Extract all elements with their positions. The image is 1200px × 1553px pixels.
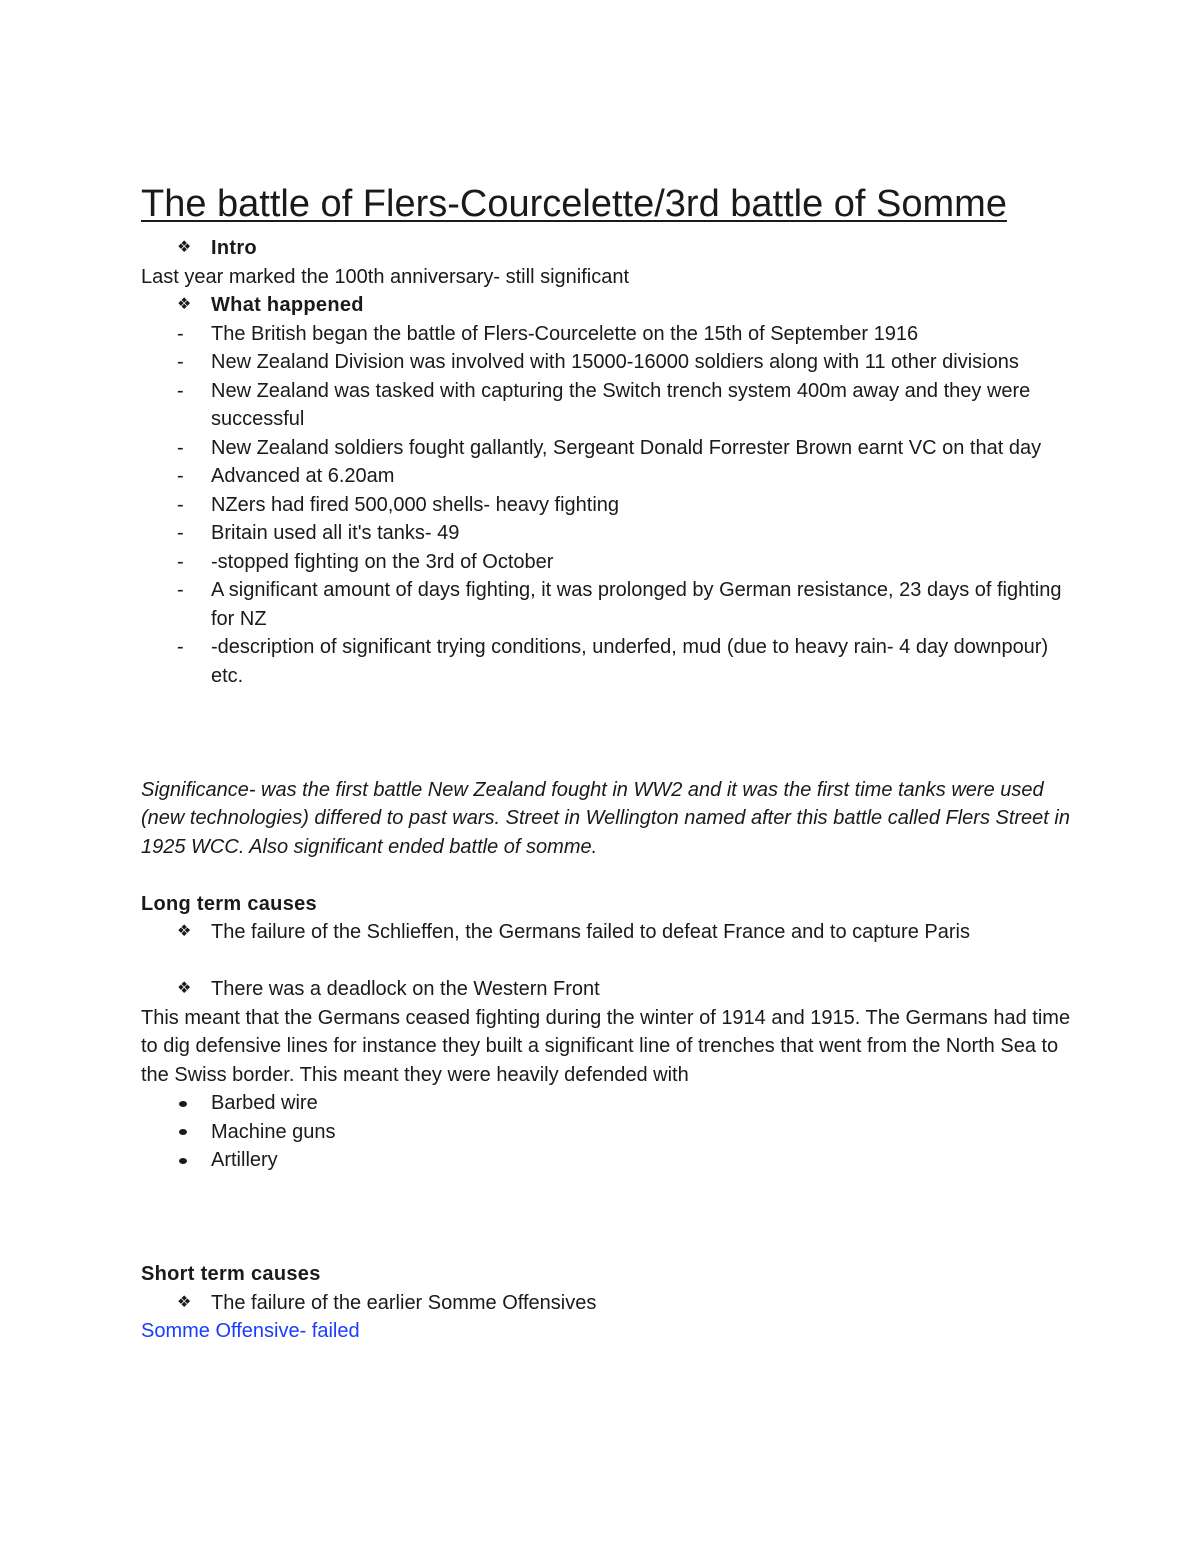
diamond-bullet-icon: ❖ [177,239,192,256]
diamond-bullet-icon: ❖ [177,296,192,313]
round-bullet-icon [179,1158,187,1164]
dash-bullet-icon: - [177,322,184,345]
list-item-text: There was a deadlock on the Western Front [211,978,600,1000]
list-item-text: -description of significant trying conditions, underfed, mud (due to heavy rain- 4 day downpour) etc. [211,636,1049,687]
somme-offensive-link[interactable]: Somme Offensive- failed [141,1320,360,1342]
short-term-heading: Short term causes [141,1263,321,1285]
dash-bullet-icon: - [177,379,184,402]
list-item [141,491,1071,520]
intro-heading: Intro [211,237,257,259]
list-item [141,434,1071,463]
spacer [141,861,1071,890]
diamond-bullet-icon: ❖ [177,980,192,997]
dash-bullet-icon: - [177,351,184,373]
dash-bullet-icon: - [177,579,184,601]
intro-text: Last year marked the 100th anniversary- still significant [141,265,630,288]
what-happened-heading: What happened [211,294,364,316]
list-item-text: The failure of the earlier Somme Offensives [211,1291,597,1314]
diamond-bullet-icon: ❖ [177,923,192,940]
list-item [141,348,1071,377]
list-item-text: A significant amount of days fighting, it was prolonged by German resistance, 23 days of fighting for NZ [211,579,1062,630]
list-item-text: Machine guns [211,1120,336,1143]
intro-heading-row [141,234,1071,263]
list-item [141,576,1071,633]
spacer [141,1175,1071,1261]
list-item [141,377,1071,434]
dash-bullet-icon: - [177,436,184,459]
long-term-paragraph: This meant that the Germans ceased fighting during the winter of 1914 and 1915. The Germans had time to dig defensive lines for instance they built a significant line of trenches that went from the North Sea to the Swiss border. This meant they were heavily defended with [141,1006,1071,1086]
list-item [141,462,1071,491]
dash-bullet-icon: - [177,522,184,544]
what-happened-heading-row [141,291,1071,320]
list-item-text: Britain used all it's tanks- 49 [211,522,460,544]
list-item-text: Barbed wire [211,1092,318,1114]
list-item-text: Advanced at 6.20am [211,465,395,487]
significance-paragraph: Significance- was the first battle New Zealand fought in WW2 and it was the first time tanks were used (new technologies) differed to past wars. Street in Wellington named after this battle called Flers Street in 1925 WCC. Also significant ended battle of somme. [141,778,1070,858]
list-item [141,519,1071,548]
list-item-text: The British began the battle of Flers-Courcelette on the 15th of September 1916 [211,322,919,345]
dash-bullet-icon: - [177,465,184,487]
list-item [141,1118,1071,1147]
round-bullet-icon [179,1129,187,1135]
list-item-text: New Zealand Division was involved with 15000-16000 soldiers along with 11 other divisions [211,351,1019,373]
list-item [141,918,1071,947]
list-item [141,633,1071,690]
dash-bullet-icon: - [177,493,184,516]
page-title: The battle of Flers-Courcelette/3rd battle of Somme [141,183,1007,225]
dash-bullet-icon: - [177,550,184,573]
spacer [141,690,1071,776]
list-item-text: Artillery [211,1149,278,1171]
diamond-bullet-icon: ❖ [177,1293,192,1311]
long-term-heading: Long term causes [141,892,317,915]
list-item [141,1289,1071,1318]
list-item-text: -stopped fighting on the 3rd of October [211,550,554,573]
list-item [141,1089,1071,1118]
spacer [141,947,1071,976]
round-bullet-icon [179,1101,187,1107]
list-item [141,1146,1071,1175]
list-item-text: NZers had fired 500,000 shells- heavy fighting [211,493,620,516]
list-item [141,975,1071,1004]
document-page [141,180,1071,1346]
list-item-text: New Zealand was tasked with capturing the Switch trench system 400m away and they were successful [211,379,1031,430]
dash-bullet-icon: - [177,636,184,658]
list-item [141,548,1071,577]
list-item-text: New Zealand soldiers fought gallantly, Sergeant Donald Forrester Brown earnt VC on that day [211,436,1042,459]
list-item [141,320,1071,349]
list-item-text: The failure of the Schlieffen, the Germans failed to defeat France and to capture Paris [211,921,970,943]
